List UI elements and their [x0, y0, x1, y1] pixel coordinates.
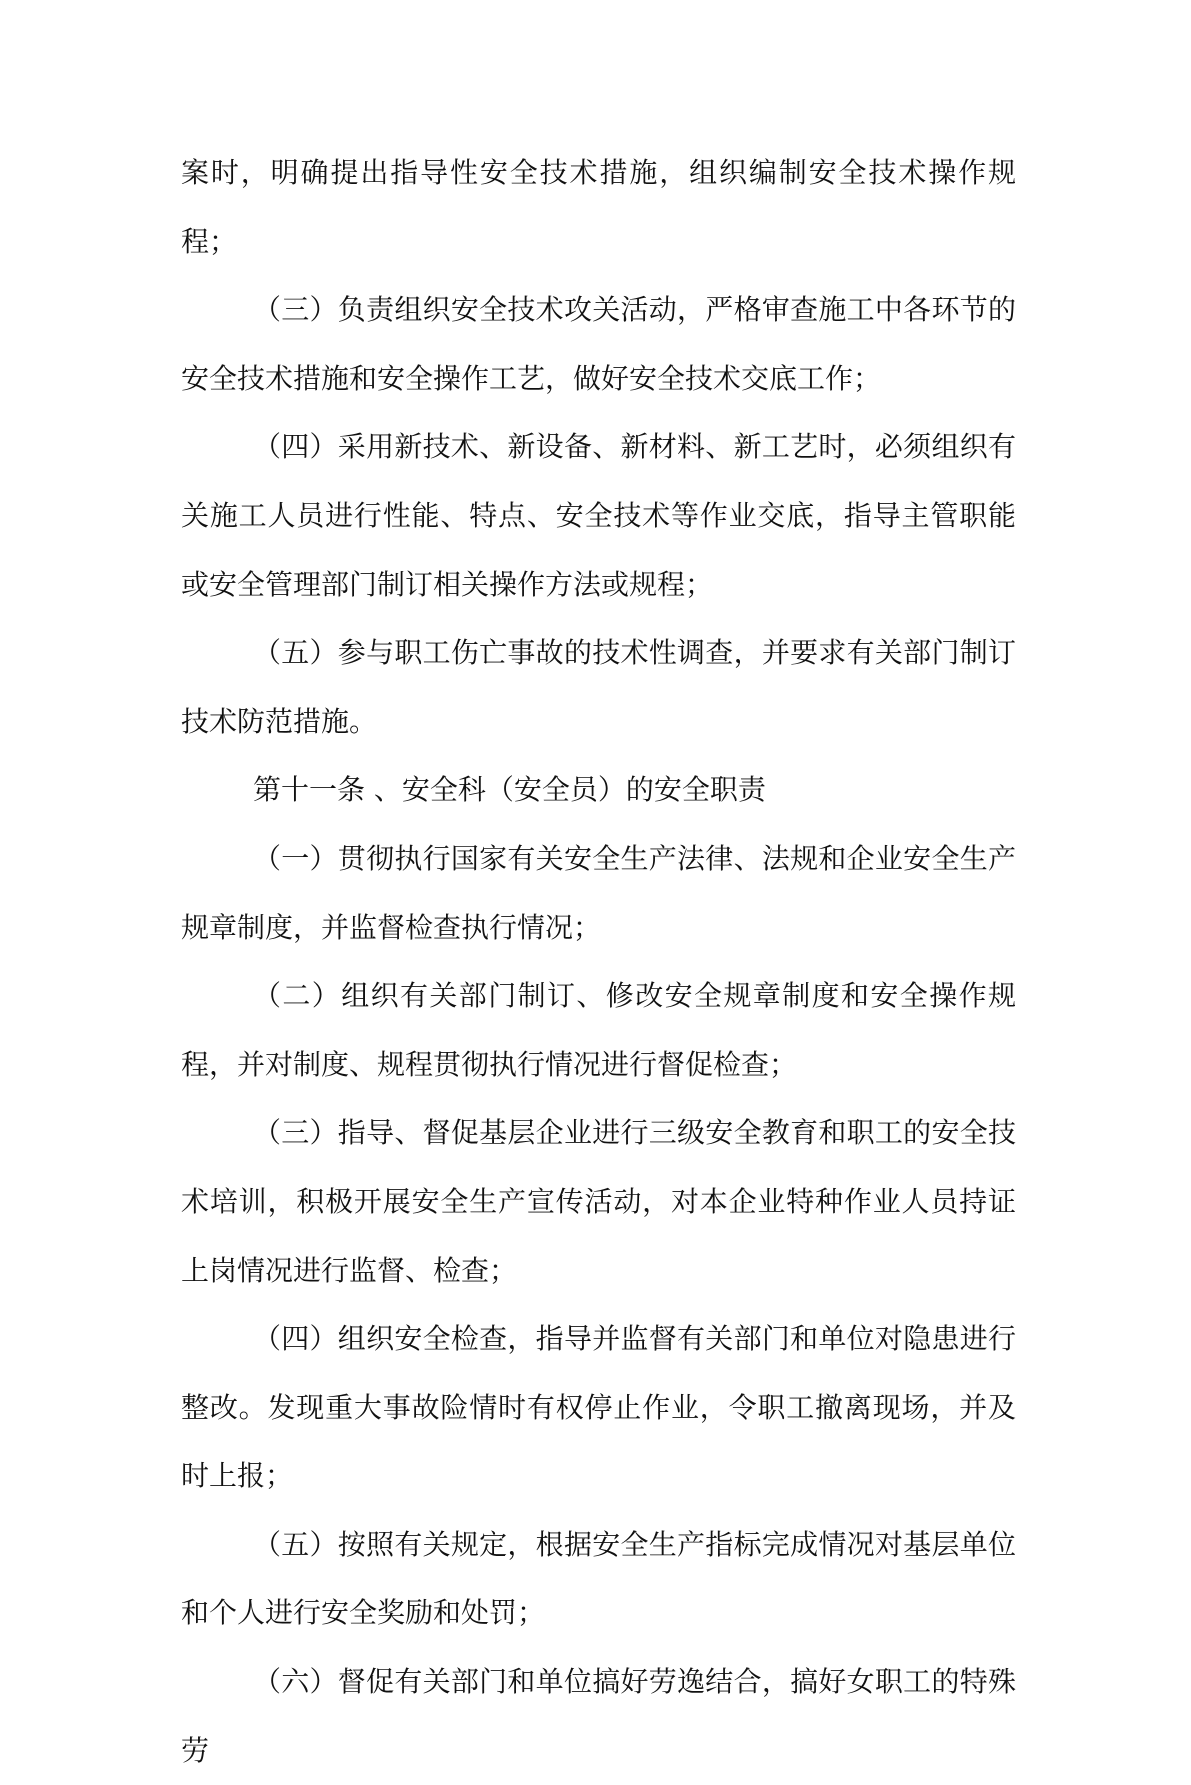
document-body — [181, 139, 1016, 1785]
paragraph-8: （三）指导、督促基层企业进行三级安全教育和职工的安全技术培训，积极开展安全生产宣传活动，对本企业特种作业人员持证上岗情况进行监督、检查； — [181, 1116, 1016, 1287]
paragraph-9: （四）组织安全检查，指导并监督有关部门和单位对隐患进行整改。发现重大事故险情时有权停止作业，令职工撤离现场，并及时上报； — [181, 1322, 1016, 1493]
paragraph-1: 案时，明确提出指导性安全技术措施，组织编制安全技术操作规程； — [181, 156, 1016, 258]
paragraph-11: （六）督促有关部门和单位搞好劳逸结合，搞好女职工的特殊劳 — [181, 1665, 1016, 1767]
paragraph-7: （二）组织有关部门制订、修改安全规章制度和安全操作规程，并对制度、规程贯彻执行情况进行督促检查； — [181, 979, 1016, 1081]
paragraph-4: （五）参与职工伤亡事故的技术性调查，并要求有关部门制订技术防范措施。 — [181, 636, 1016, 738]
article-heading: 第十一条 、安全科（安全员）的安全职责 — [253, 773, 766, 807]
paragraph-2: （三）负责组织安全技术攻关活动，严格审查施工中各环节的安全技术措施和安全操作工艺，做好安全技术交底工作； — [181, 293, 1016, 395]
paragraph-10: （五）按照有关规定，根据安全生产指标完成情况对基层单位和个人进行安全奖励和处罚； — [181, 1527, 1016, 1630]
paragraph-6: （一）贯彻执行国家有关安全生产法律、法规和企业安全生产规章制度，并监督检查执行情况； — [181, 841, 1016, 944]
paragraph-3: （四）采用新技术、新设备、新材料、新工艺时，必须组织有关施工人员进行性能、特点、安全技术等作业交底，指导主管职能或安全管理部门制订相关操作方法或规程； — [181, 430, 1016, 601]
